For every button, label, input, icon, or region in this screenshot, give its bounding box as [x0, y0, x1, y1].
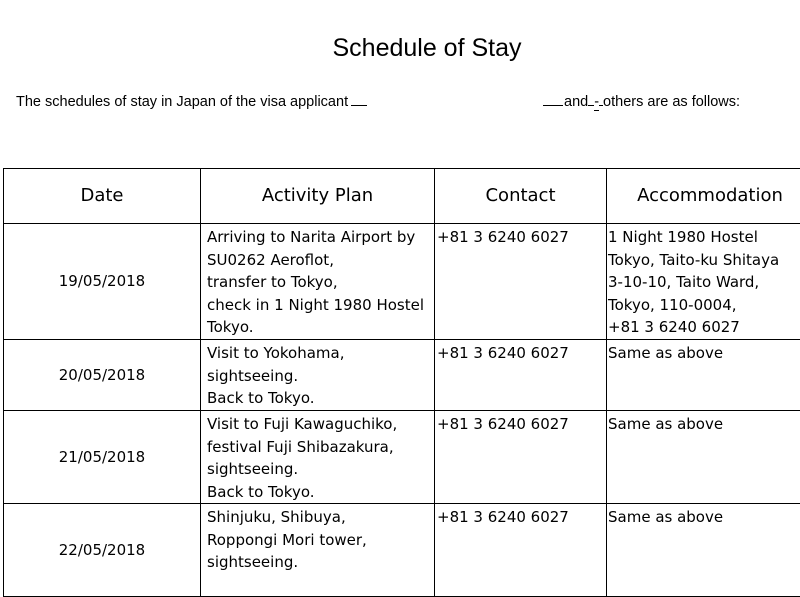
date-cell: 20/05/2018 [4, 340, 201, 411]
accommodation-cell [607, 411, 800, 504]
activity-line: Roppongi Mori tower, [207, 529, 434, 552]
activity-line: Arriving to Narita Airport by [207, 226, 434, 249]
accommodation-line: Same as above [608, 506, 800, 529]
intro-right-text: others are as follows: [603, 94, 740, 110]
accommodation-line: Same as above [608, 342, 800, 365]
contact-cell: +81 3 6240 6027 [435, 340, 607, 411]
accommodation-line: +81 3 6240 6027 [608, 316, 800, 339]
intro-right-part [543, 91, 740, 112]
table-header-row [4, 169, 800, 224]
accommodation-line: Tokyo, 110-0004, [608, 294, 800, 317]
date-cell: 21/05/2018 [4, 411, 201, 504]
intro-dash-text: - [594, 94, 599, 111]
schedule-table [3, 168, 800, 597]
activity-cell [201, 224, 435, 340]
intro-left-text: The schedules of stay in Japan of the visa applicant [16, 94, 348, 110]
activity-line: Tokyo. [207, 316, 434, 339]
activity-line: Back to Tokyo. [207, 387, 434, 410]
activity-line: sightseeing. [207, 458, 434, 481]
accommodation-cell [607, 340, 800, 411]
contact-cell: +81 3 6240 6027 [435, 224, 607, 340]
blank-before-and [543, 91, 563, 106]
contact-cell: +81 3 6240 6027 [435, 411, 607, 504]
intro-and-text: and [564, 94, 588, 110]
activity-line: check in 1 Night 1980 Hostel [207, 294, 434, 317]
table-row [4, 411, 800, 504]
accommodation-cell [607, 504, 800, 597]
document-title: Schedule of Stay [0, 30, 800, 66]
activity-cell [201, 411, 435, 504]
table-row [4, 224, 800, 340]
accommodation-cell [607, 224, 800, 340]
applicant-name-blank [351, 91, 367, 106]
activity-line: festival Fuji Shibazakura, [207, 436, 434, 459]
header-accommodation: Accommodation [607, 169, 800, 224]
accommodation-line: 3-10-10, Taito Ward, [608, 271, 800, 294]
contact-cell: +81 3 6240 6027 [435, 504, 607, 597]
activity-cell [201, 504, 435, 597]
activity-line: transfer to Tokyo, [207, 271, 434, 294]
activity-line: sightseeing. [207, 551, 434, 574]
header-date: Date [4, 169, 201, 224]
accommodation-line: 1 Night 1980 Hostel [608, 226, 800, 249]
activity-cell [201, 340, 435, 411]
date-cell: 19/05/2018 [4, 224, 201, 340]
activity-line: SU0262 Aeroflot, [207, 249, 434, 272]
intro-sentence [16, 91, 796, 111]
table-row [4, 340, 800, 411]
date-cell: 22/05/2018 [4, 504, 201, 597]
accommodation-line: Same as above [608, 413, 800, 436]
activity-line: Visit to Fuji Kawaguchiko, [207, 413, 434, 436]
activity-line: Shinjuku, Shibuya, [207, 506, 434, 529]
activity-line: Visit to Yokohama, [207, 342, 434, 365]
accommodation-line: Tokyo, Taito-ku Shitaya [608, 249, 800, 272]
activity-line: sightseeing. [207, 365, 434, 388]
activity-line: Back to Tokyo. [207, 481, 434, 504]
table-row [4, 504, 800, 597]
header-activity-plan: Activity Plan [201, 169, 435, 224]
header-contact: Contact [435, 169, 607, 224]
intro-left-part [16, 91, 367, 112]
